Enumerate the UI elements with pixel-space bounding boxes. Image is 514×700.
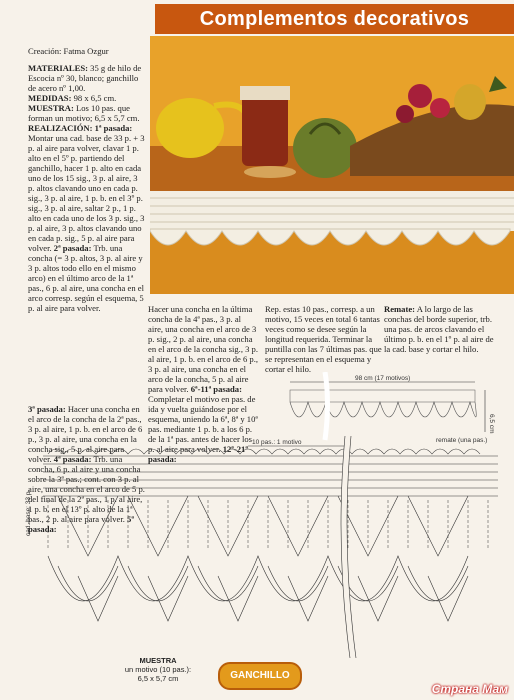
pasada2-label: 2ª pasada: (51, 243, 92, 253)
pasada3-label: 3ª pasada: (28, 404, 66, 414)
medidas-text: 98 x 6,5 cm. (71, 93, 117, 103)
medidas-label: MEDIDAS: (28, 93, 72, 103)
muestra-box-line2: un motivo (10 pas.): (124, 665, 192, 674)
pasada4-text: Trb. una concha, 6 p. al aire y una concha sobre la 3ª pas.; cont. con 3 p. al aire, una concha en el arco de 5 p. del final de la 2ª pas., 1 p. al aire, 1 p. b. en el 13º p. alto de la 1ª pas., 2 p. al aire para volver. (28, 454, 145, 524)
pasada6-text: Completar el motivo en pas. de ida y vuelta guiándose por el esquema, uniendo la 6ª, 8ª y 10ª pas. mediante 1 p. b. a los 6 p. de la 1ª pas. antes de hacer los p. al aire para volver. (148, 394, 258, 454)
creation-credit: Creación: Fatma Ozgur (28, 46, 109, 56)
remate-label: Remate: (384, 304, 416, 314)
mini-width-label: 98 cm (17 motivos) (355, 375, 411, 382)
pasada5-label: 5ª pasada: (28, 514, 134, 534)
pasada1-text: Montar una cad. base de 33 p. + 3 p. al aire para volver, clavar 1 p. alto en el 5º p. partiendo del ganchillo, hacer 1 p. alto en cada uno de los 15 sig., 3 p. al aire, 3 p. altos clavando uno en cada p. sig., 3 p. al aire, 1 p. b. en el 3º p. sig., 3 p. al aire, saltar 2 p., 1 p. alto en cada uno de los 3 p. sig., 3 p. al aire, 3 p. altos clavando uno en cada p. sig., 5 p. al aire para volver. (28, 133, 145, 253)
pasada4-label: 4ª pasada: (51, 454, 92, 464)
pasada2-text: Trb. una concha (= 3 p. altos, 3 p. al aire y 3 p. altos todo ello en el mismo arco) en el último arco de la 1ª pas., 6 p. al aire, una concha en el arco corresp. según el esquema, 5 p. al aire para volver. (28, 243, 144, 313)
base-label: cad. base: 33 p. (25, 489, 32, 536)
pasada3-text: Hacer una concha en el arco de la concha de la 2ª pas., 3 p. al aire, 1 p. b. en el arco de 6 p., 3 p. al aire, una concha en la concha sig., 5 p. al aire para volver. (28, 404, 143, 464)
ganchillo-logo: GANCHILLO (218, 662, 302, 690)
materiales-text: 35 g de hilo de Escocia nº 30, blanco; ganchillo de acero nº 1,00. (28, 63, 142, 93)
materiales-label: MATERIALES: (28, 63, 89, 73)
mini-height-label: 6,5 cm (488, 414, 495, 434)
realizacion-label: REALIZACIÓN: (28, 123, 93, 133)
remate-text: A lo largo de las conchas del borde superior, trb. una pas. de arcos clavando el último p. b. en el 1º p. al aire de la cad. base y cortar el hilo. (384, 304, 494, 354)
muestra-box (118, 656, 198, 683)
pasada12-text: Rep. estas 10 pas., corresp. a un motivo, 15 veces en total 6 tantas veces como se desee según la longitud requerida. Terminar la puntilla con las 7 últimas pas. que se representan en el esquema y cortar el hilo. (265, 304, 382, 374)
pasada1-label: 1ª pasada: (92, 123, 133, 133)
pasada6-label: 6ª-11ª pasada: (188, 384, 242, 394)
pasada5-text: Hacer una concha en la última concha de la 4ª pas., 3 p. al aire, una concha en el arco de 3 p. sig., 2 p. al aire, una concha en el arco de la concha sig., 3 p. al aire, 1 p. b. en el arco de 6 p., 3 p. al aire, una concha en el arco de la concha, 5 p. al aire para volver. (148, 304, 259, 394)
motif-label: 10 pas.: 1 motivo (252, 439, 302, 446)
muestra-box-title: MUESTRA (139, 656, 177, 665)
muestra-text: Los 10 pas. que forman un motivo; 6,5 x 5,7 cm. (28, 103, 140, 123)
column-steps-c (265, 304, 383, 374)
muestra-label: MUESTRA: (28, 103, 74, 113)
crochet-chart (18, 436, 508, 658)
mini-diagram (285, 372, 505, 442)
lace-photo (150, 36, 514, 294)
muestra-box-line3: 6,5 x 5,7 cm (137, 674, 179, 683)
column-steps-d (384, 304, 496, 354)
column-materials (28, 46, 146, 313)
pasada12-label: 12ª-21ª pasada: (148, 444, 248, 464)
watermark: Страна Мам (431, 682, 508, 696)
remate-diagram-label: remate (una pas.) (436, 437, 488, 444)
page-title: Complementos decorativos (155, 4, 514, 34)
